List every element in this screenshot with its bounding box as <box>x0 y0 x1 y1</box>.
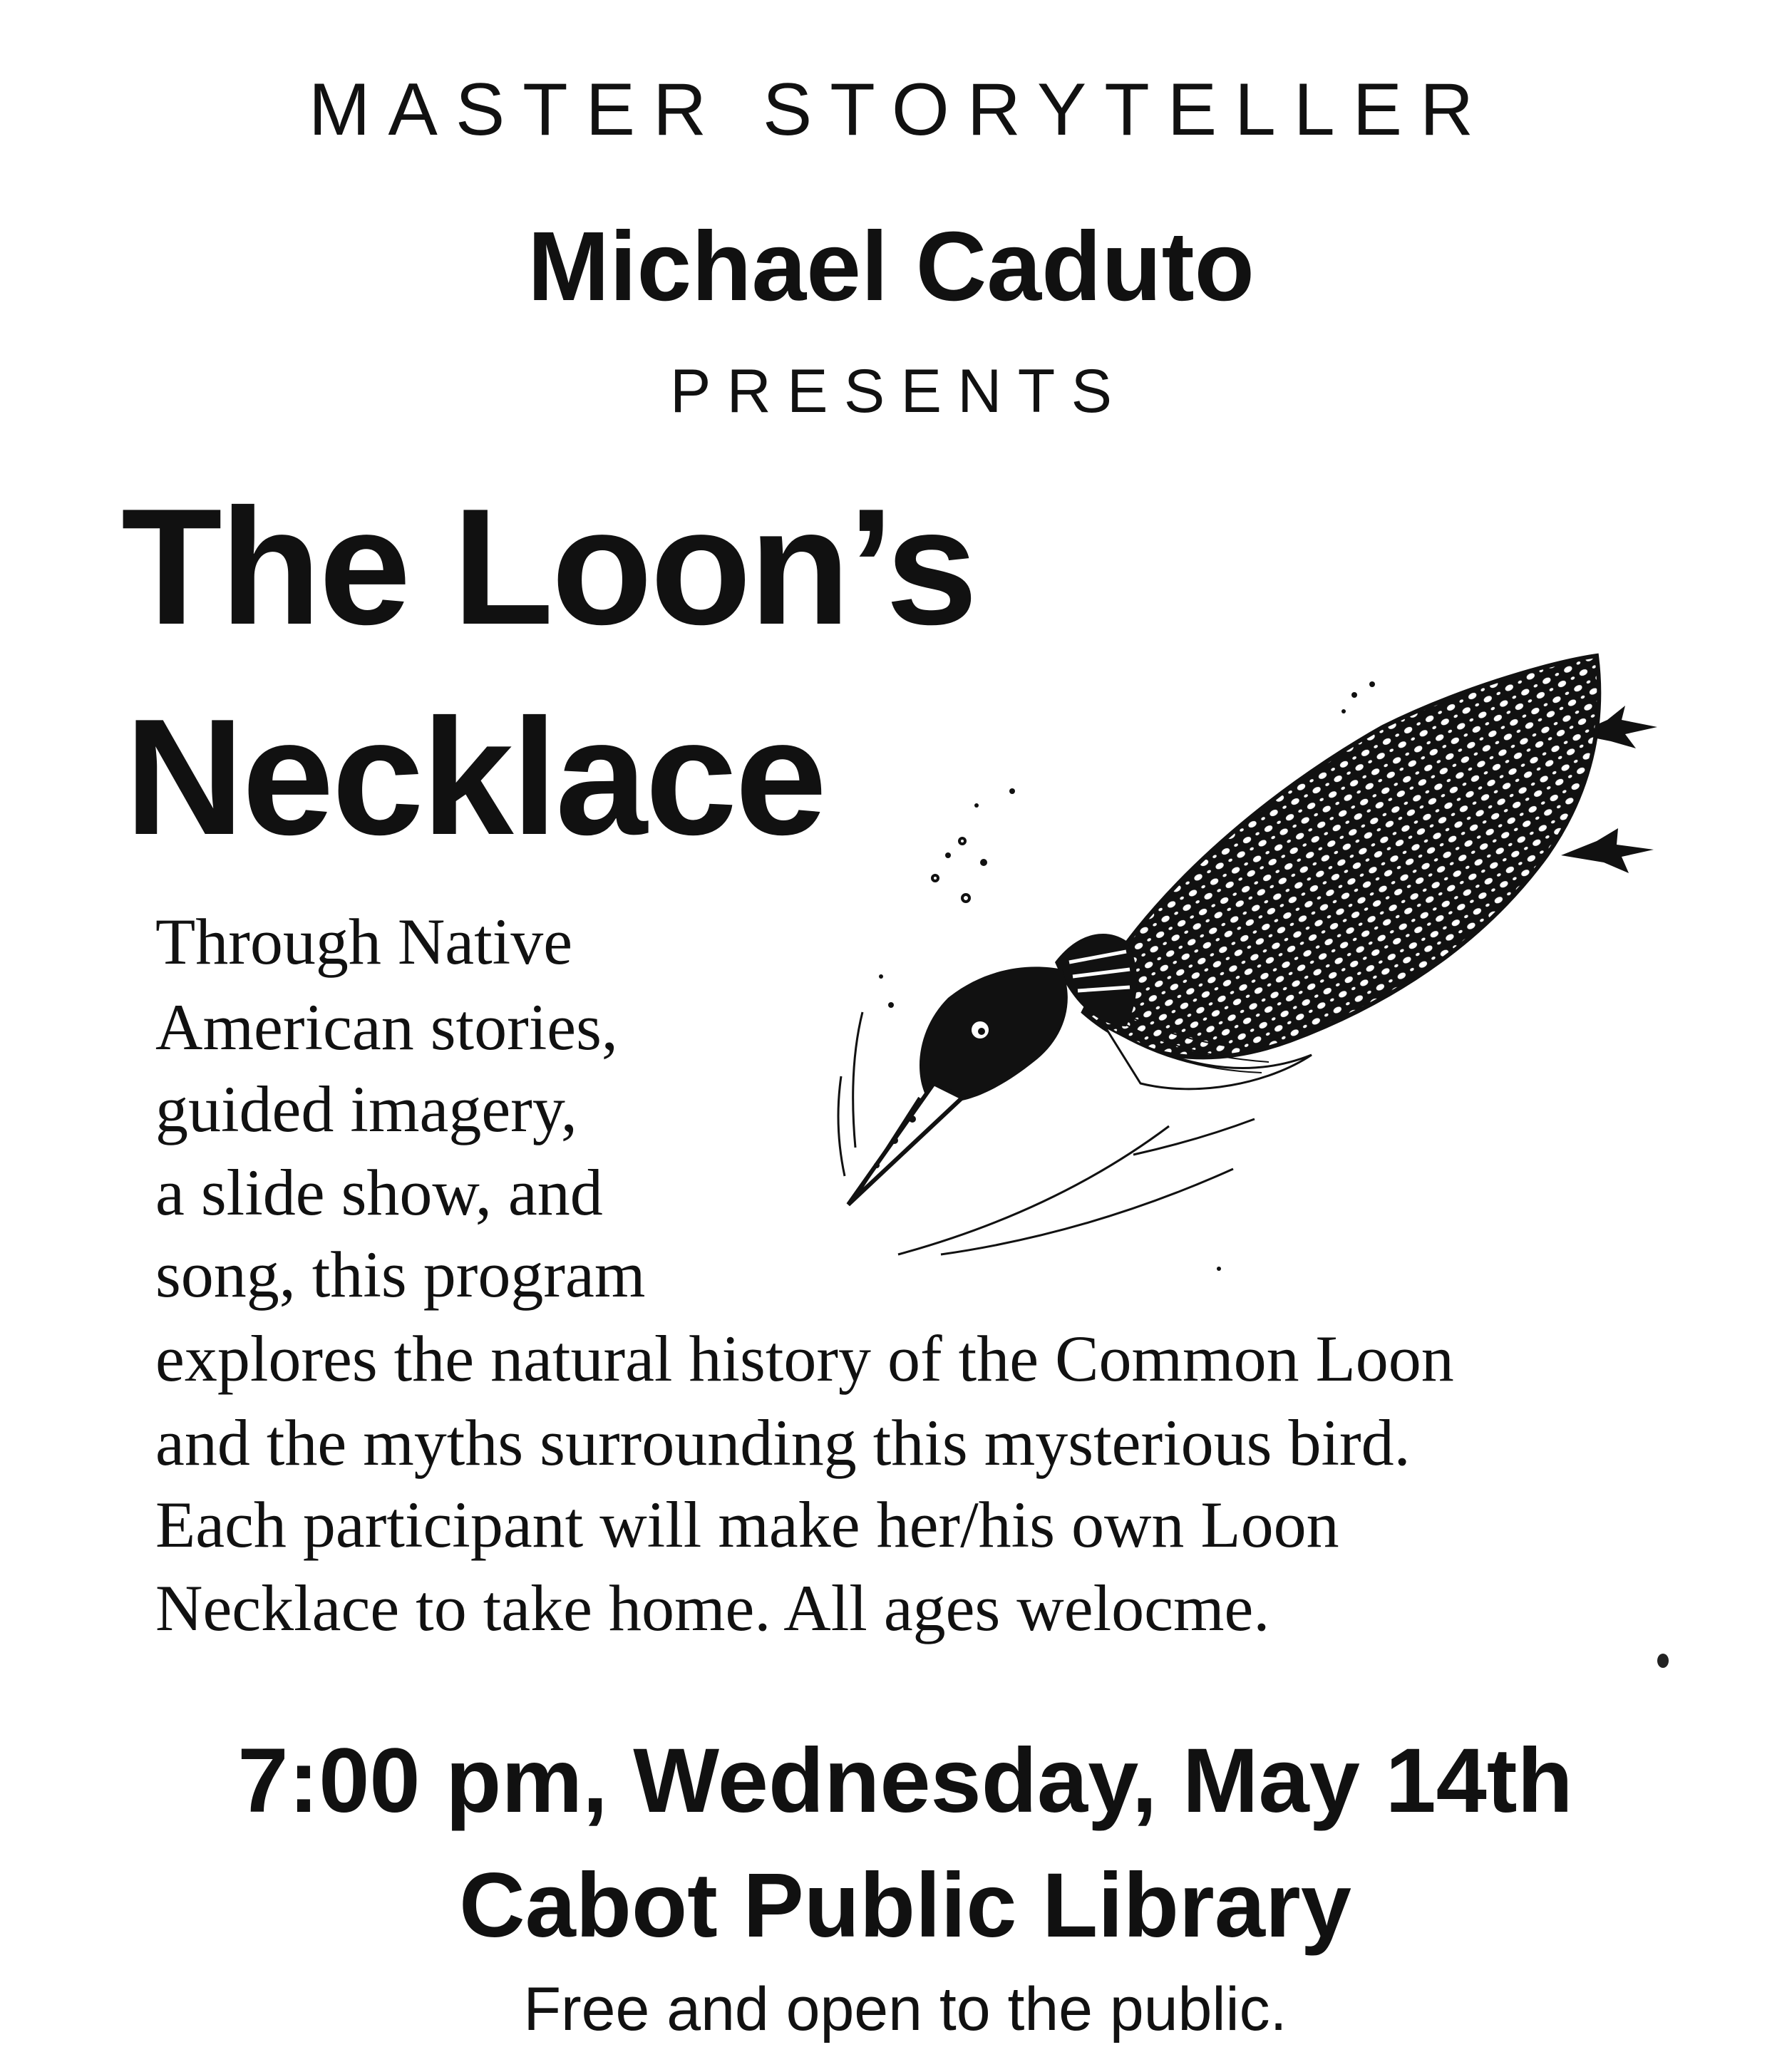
admission-note: Free and open to the public. <box>523 1975 1287 2043</box>
description-line: and the myths surrounding this mysterious bird. <box>155 1406 1411 1479</box>
kicker-heading: MASTER STORYTELLER <box>308 68 1492 151</box>
event-venue: Cabot Public Library <box>459 1855 1351 1957</box>
description-line: explores the natural history of the Common Loon <box>155 1322 1454 1395</box>
diving-loon-icon <box>770 627 1682 1283</box>
presents-label: PRESENTS <box>669 357 1128 426</box>
description-line: a slide show, and <box>155 1156 603 1229</box>
event-datetime: 7:00 pm, Wednesday, May 14th <box>237 1730 1573 1832</box>
presenter-name: Michael Caduto <box>527 212 1255 321</box>
description-line: American stories, <box>155 991 618 1063</box>
description-line: Necklace to take home. All ages welocme. <box>155 1572 1270 1644</box>
description-line: Through Native <box>155 905 573 978</box>
title-line-1: The Loon’s <box>121 475 976 659</box>
title-line-2: Necklace <box>125 685 825 870</box>
description-line: song, this program <box>155 1238 646 1311</box>
description-line: Each participant will make her/his own Loon <box>155 1488 1339 1561</box>
description-line: guided imagery, <box>155 1073 577 1145</box>
ink-speck <box>1657 1654 1669 1668</box>
